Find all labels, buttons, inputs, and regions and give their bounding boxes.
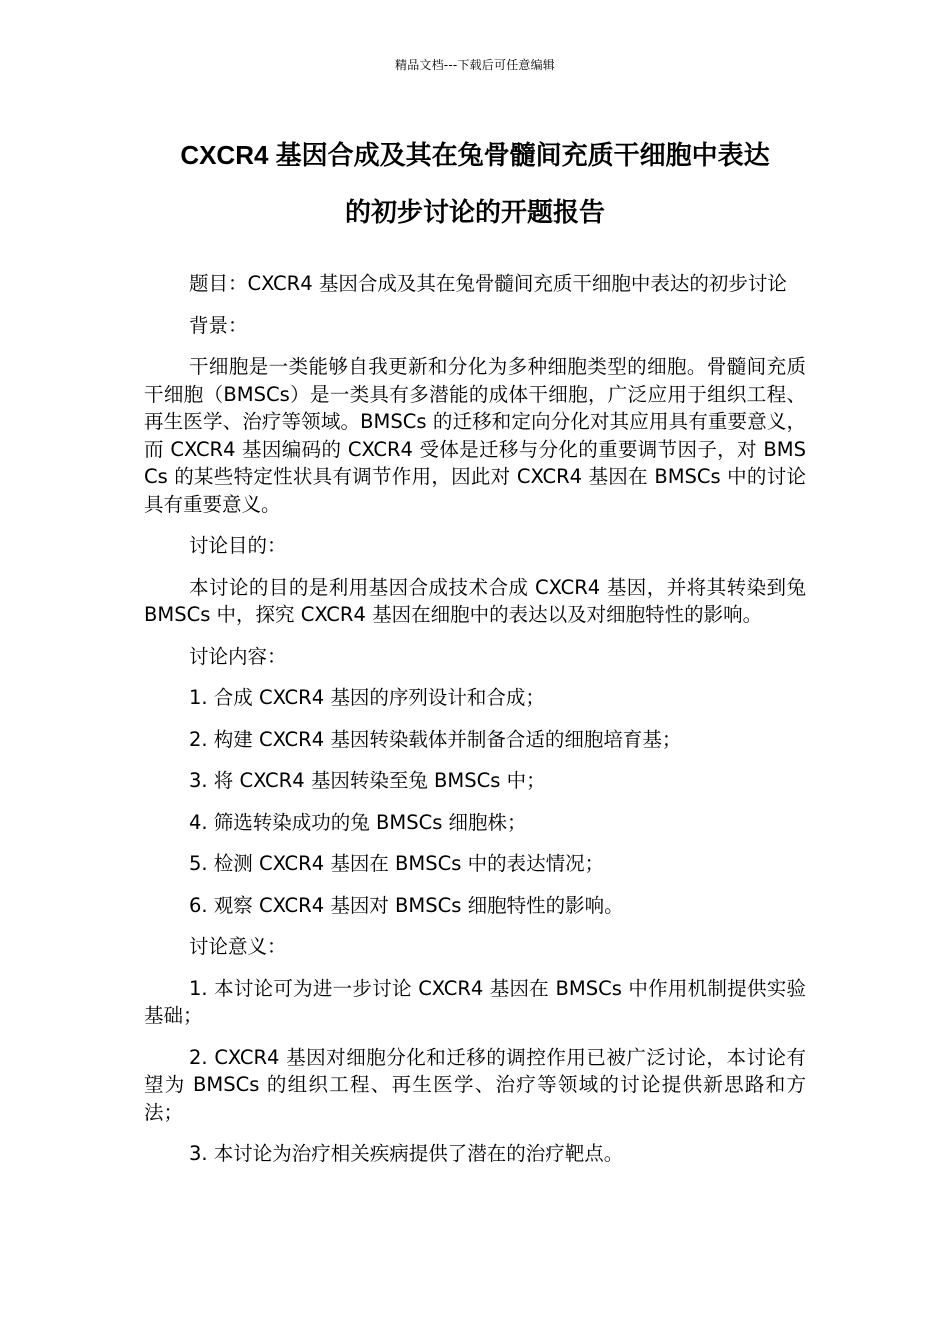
title-line-2: 的初步讨论的开题报告 — [344, 197, 605, 227]
document-title — [130, 127, 820, 241]
content-item-6: 6. 观察 CXCR4 基因对 BMSCs 细胞特性的影响。 — [189, 893, 624, 917]
document-body — [144, 270, 806, 1182]
content-item-3: 3. 将 CXCR4 基因转染至兔 BMSCs 中； — [189, 769, 546, 792]
title-line-1: CXCR4 基因合成及其在兔骨髓间充质干细胞中表达 — [180, 140, 770, 170]
content-item-2: 2. 构建 CXCR4 基因转染载体并制备合适的细胞培育基； — [189, 727, 682, 751]
objective-paragraph: 本讨论的目的是利用基因合成技术合成 CXCR4 基因，并将其转染到兔 BMSCs 中，探究 CXCR4 基因在细胞中的表达以及对细胞特性的影响。 — [144, 575, 806, 626]
section-heading-content: 讨论内容： — [189, 644, 287, 668]
section-heading-background: 背景： — [189, 313, 248, 337]
topic-paragraph: 题目：CXCR4 基因合成及其在兔骨髓间充质干细胞中表达的初步讨论 — [189, 272, 787, 295]
significance-item-1: 1. 本讨论可为进一步讨论 CXCR4 基因在 BMSCs 中作用机制提供实验基础； — [144, 976, 806, 1027]
content-item-1: 1. 合成 CXCR4 基因的序列设计和合成； — [189, 686, 545, 709]
significance-item-2: 2. CXCR4 基因对细胞分化和迁移的调控作用已被广泛讨论，本讨论有望为 BMSCs 的组织工程、再生医学、治疗等领域的讨论提供新思路和方法； — [144, 1045, 806, 1124]
content-item-4: 4. 筛选转染成功的兔 BMSCs 细胞株； — [189, 810, 527, 834]
section-heading-objective: 讨论目的： — [189, 534, 287, 557]
significance-item-3: 3. 本讨论为治疗相关疾病提供了潜在的治疗靶点。 — [189, 1142, 624, 1165]
section-heading-significance: 讨论意义： — [189, 935, 287, 958]
background-paragraph: 干细胞是一类能够自我更新和分化为多种细胞类型的细胞。骨髓间充质干细胞（BMSCs）是一类具有多潜能的成体干细胞，广泛应用于组织工程、再生医学、治疗等领域。BMSCs 的迁移和定向分化对其应用具有重要意义，而 CXCR4 基因编码的 CXCR4 受体是迁移与分化的重要调节因子，对 BMSCs 的某些特定性状具有调节作用，因此对 CXCR4 基因在 BMSCs 中的讨论具有重要意义。 — [144, 355, 806, 516]
page-header: 精品文档---下载后可任意编辑 — [395, 58, 555, 72]
content-item-5: 5. 检测 CXCR4 基因在 BMSCs 中的表达情况； — [189, 852, 605, 875]
